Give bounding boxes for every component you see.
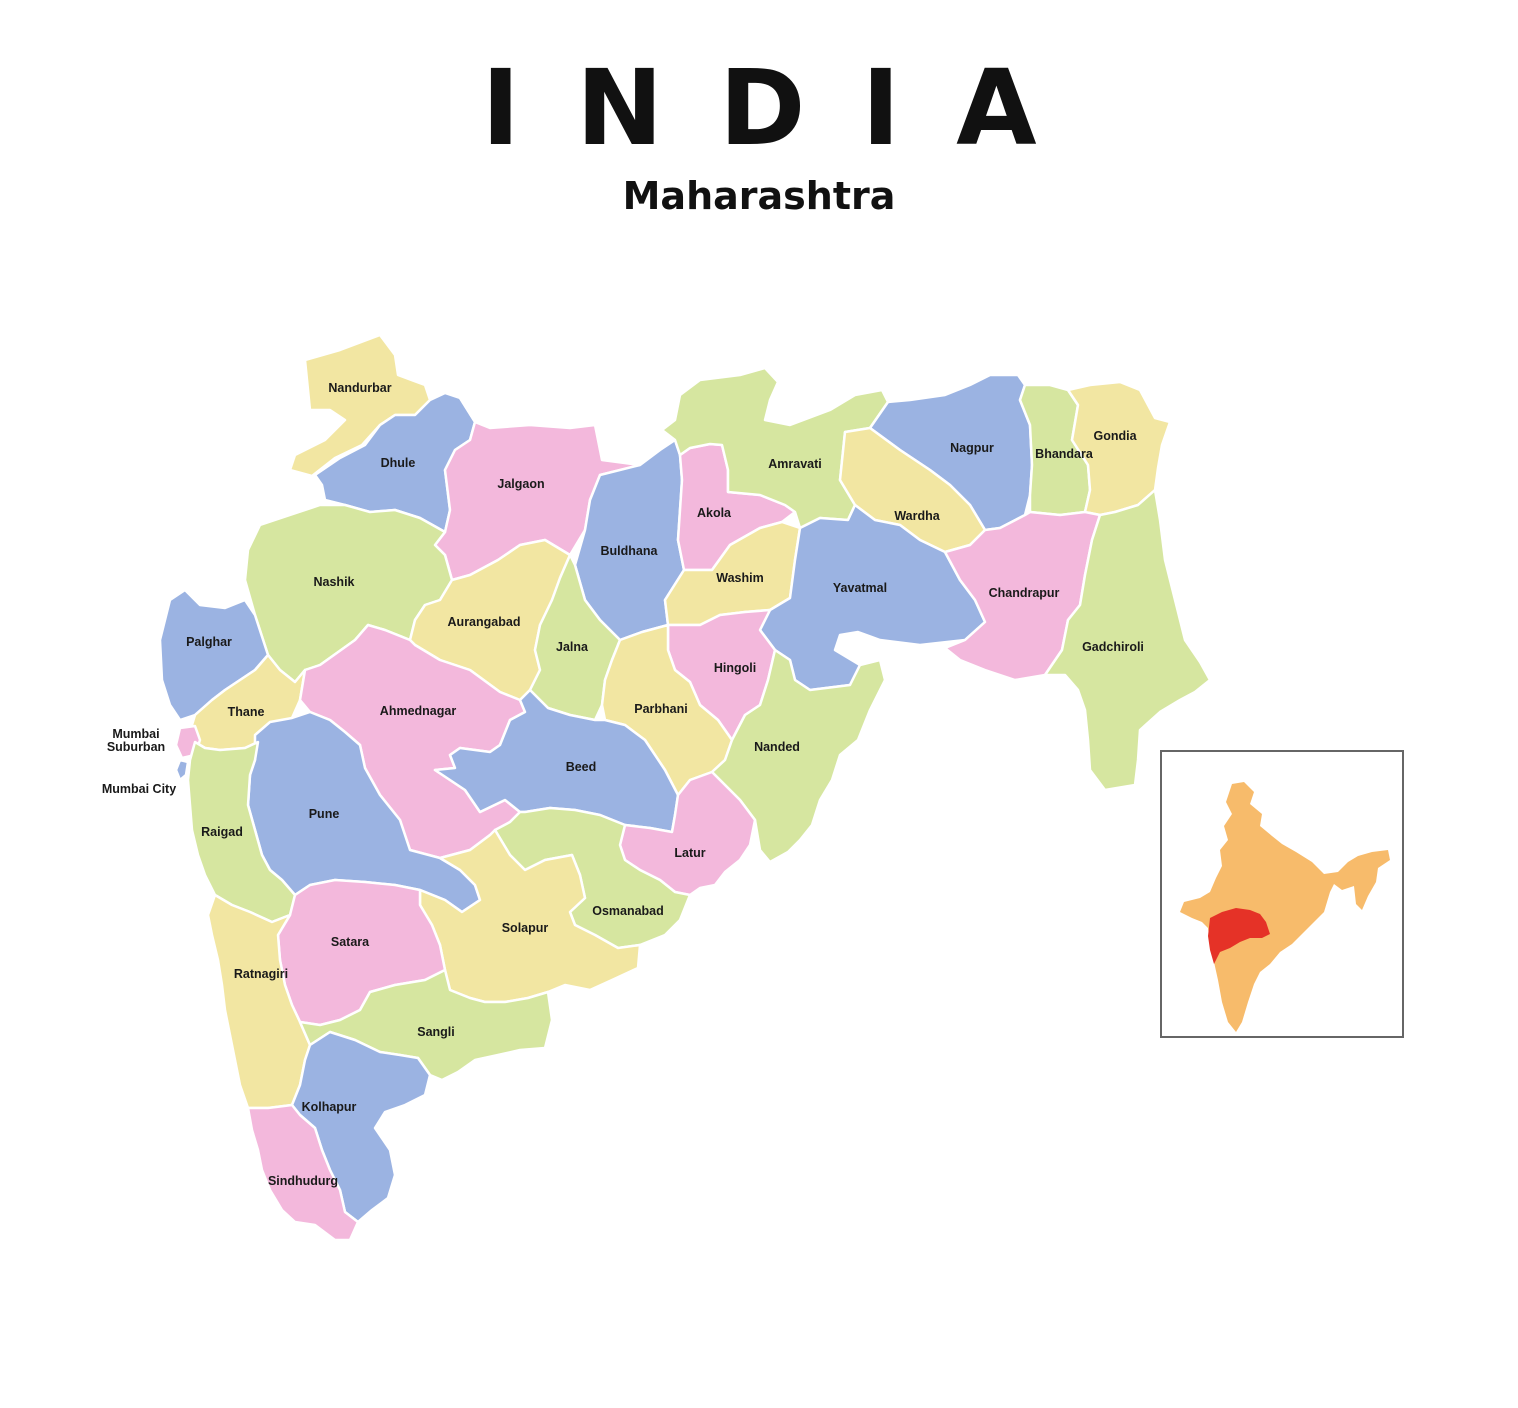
district-label-akola: Akola: [696, 506, 732, 520]
district-label-parbhani: Parbhani: [634, 702, 688, 716]
district-label-palghar: Palghar: [186, 635, 232, 649]
district-label-chandrapur: Chandrapur: [988, 586, 1060, 600]
india-locator-inset: [1160, 750, 1404, 1038]
district-label-nanded: Nanded: [754, 740, 800, 754]
district-label-gadchiroli: Gadchiroli: [1082, 640, 1144, 654]
district-label-yavatmal: Yavatmal: [832, 581, 888, 595]
district-label-ahmednagar: Ahmednagar: [379, 704, 457, 718]
district-label-jalna: Jalna: [556, 640, 588, 654]
district-label-jalgaon: Jalgaon: [497, 477, 545, 491]
district-label-kolhapur: Kolhapur: [301, 1100, 357, 1114]
district-label-nandurbar: Nandurbar: [328, 381, 392, 395]
district-label-sindhudurg: Sindhudurg: [267, 1174, 339, 1188]
district-label-osmanabad: Osmanabad: [592, 904, 664, 918]
district-label-amravati: Amravati: [768, 457, 822, 471]
district-label-washim: Washim: [716, 571, 764, 585]
district-label-sangli: Sangli: [417, 1025, 455, 1039]
district-label-bhandara: Bhandara: [1035, 447, 1093, 461]
district-label-nashik: Nashik: [313, 575, 355, 589]
district-label-aurangabad: Aurangabad: [447, 615, 521, 629]
district-label-beed: Beed: [565, 760, 597, 774]
district-label-hingoli: Hingoli: [713, 661, 757, 675]
district-label-thane: Thane: [227, 705, 265, 719]
district-label-latur: Latur: [674, 846, 706, 860]
district-label-buldhana: Buldhana: [600, 544, 658, 558]
district-label-satara: Satara: [330, 935, 370, 949]
district-label-raigad: Raigad: [201, 825, 243, 839]
india-outline: [1180, 782, 1390, 1032]
district-label-gondia: Gondia: [1093, 429, 1137, 443]
district-label-mumbai-suburban: Mumbai Suburban: [106, 727, 166, 754]
india-locator-map: [1162, 752, 1402, 1036]
district-mumbai-city: [176, 760, 188, 780]
district-label-ratnagiri: Ratnagiri: [233, 967, 289, 981]
map-title: INDIA: [481, 47, 1093, 169]
map-subtitle: Maharashtra: [622, 174, 896, 218]
district-label-mumbai-city: Mumbai City: [101, 782, 177, 796]
district-label-pune: Pune: [308, 807, 340, 821]
district-label-wardha: Wardha: [894, 509, 940, 523]
district-label-nagpur: Nagpur: [950, 441, 994, 455]
district-label-solapur: Solapur: [501, 921, 549, 935]
district-label-dhule: Dhule: [380, 456, 416, 470]
